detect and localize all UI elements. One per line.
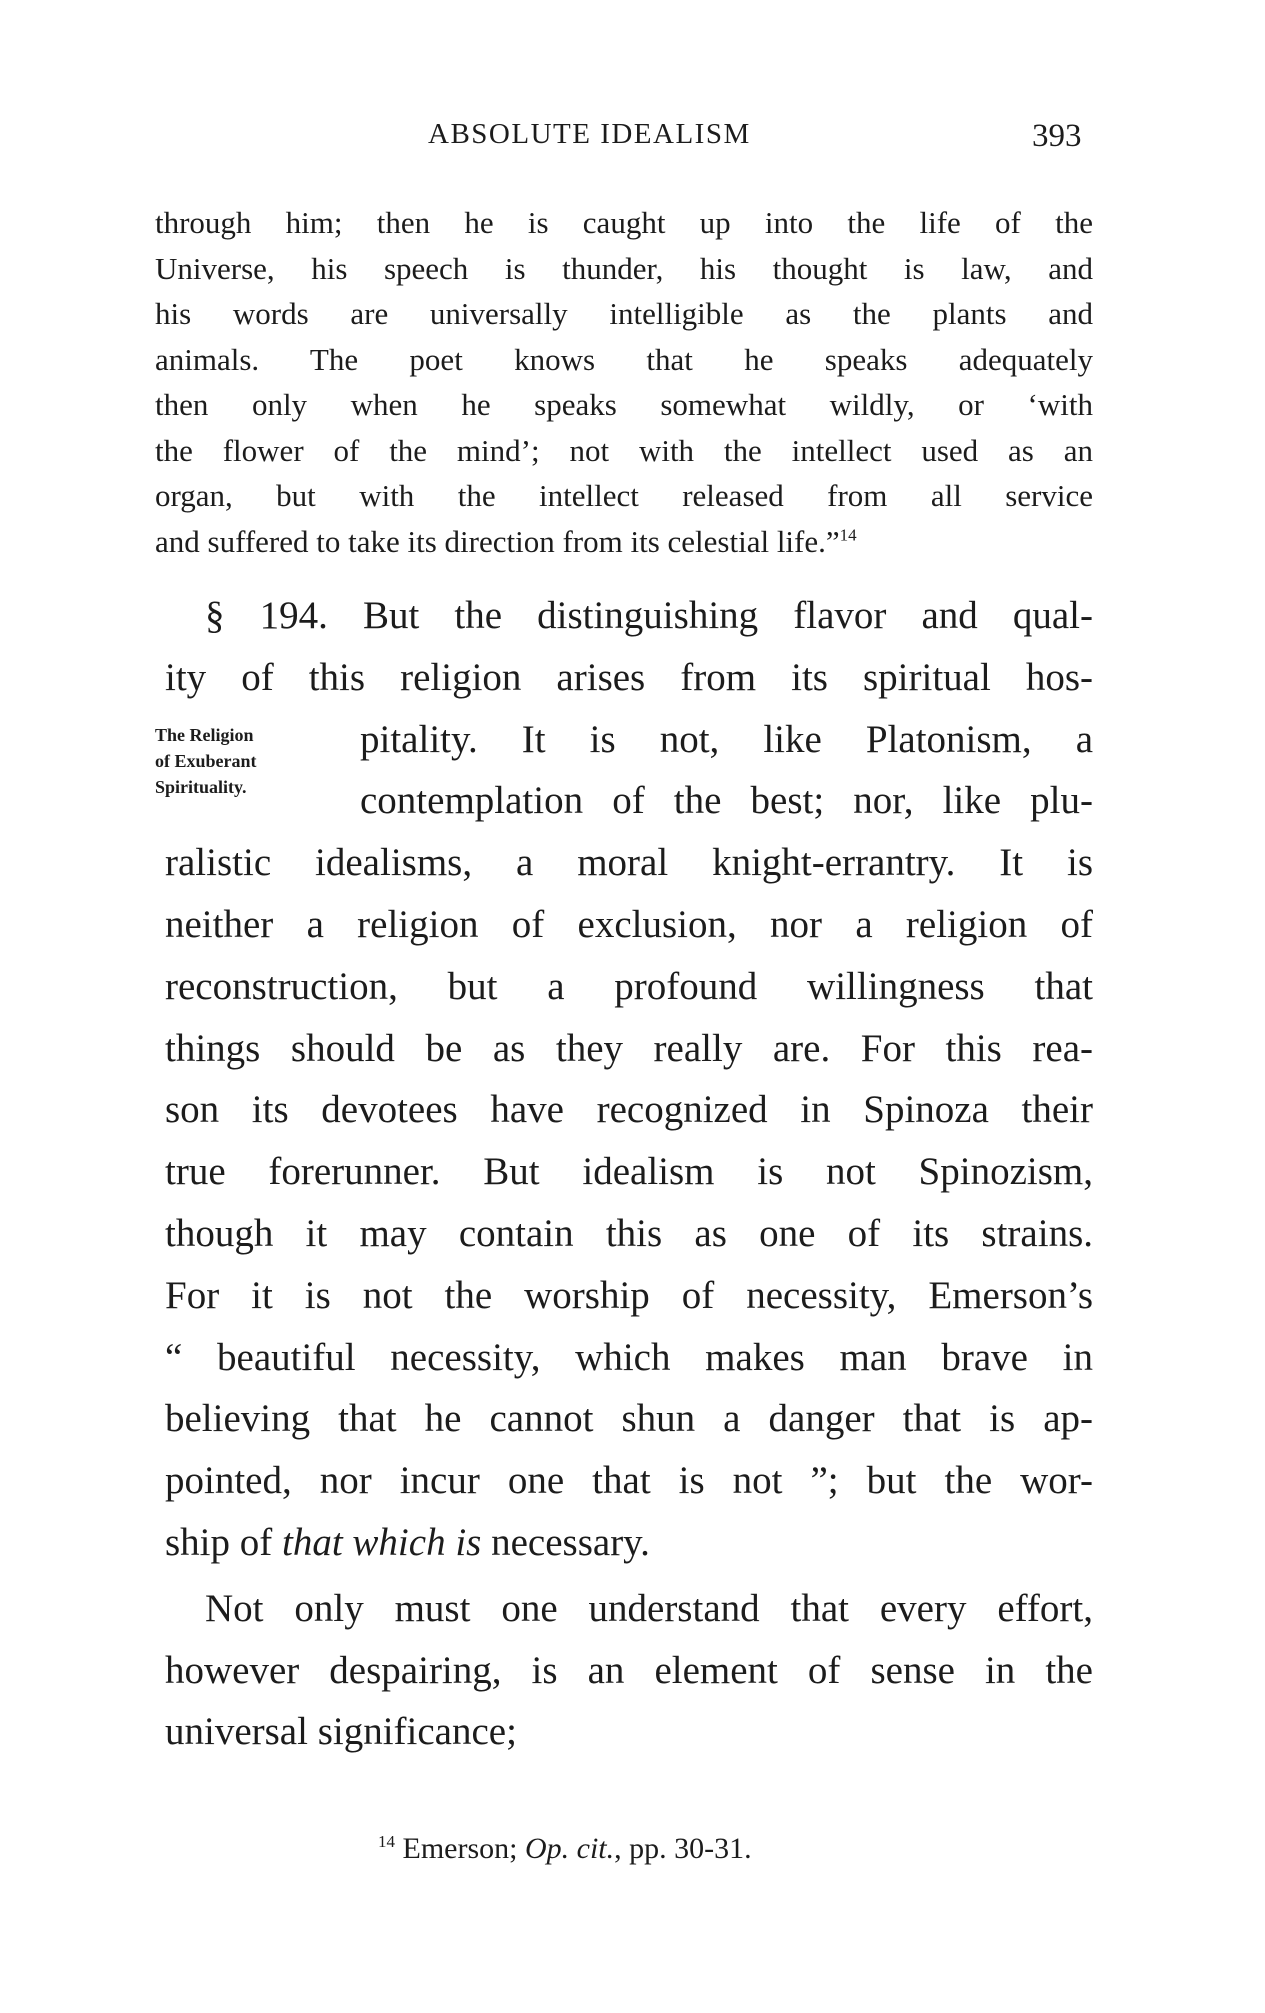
running-title: ABSOLUTE IDEALISM <box>428 118 751 150</box>
body-line: however despairing, is an element of sense in the <box>165 1648 1093 1692</box>
footnote-number: 14 <box>378 1832 395 1851</box>
margin-note-line: of Exuberant <box>155 751 257 771</box>
body-line: son its devotees have recognized in Spinoza their <box>165 1088 1093 1132</box>
body-text-run: ship of <box>165 1520 282 1564</box>
body-line: things should be as they really are. For this rea- <box>165 1026 1093 1070</box>
body-line: Not only must one understand that every effort, <box>205 1586 1093 1630</box>
footnote-reference: 14 <box>839 525 857 545</box>
quote-line <box>155 519 1093 565</box>
body-line: believing that he cannot shun a danger that is ap- <box>165 1397 1093 1441</box>
quote-line: animals. The poet knows that he speaks adequately <box>155 341 1093 377</box>
body-text <box>165 585 1093 1763</box>
margin-note-line: Spirituality. <box>155 777 247 797</box>
body-line: though it may contain this as one of its strains. <box>165 1211 1093 1255</box>
quote-line: organ, but with the intellect released from all service <box>155 478 1093 513</box>
quote-line: Universe, his speech is thunder, his thought is law, and <box>155 250 1093 286</box>
quote-line: his words are universally intelligible as the plants and <box>155 296 1093 331</box>
body-line: § 194. But the distinguishing flavor and qual- <box>205 594 1093 637</box>
body-line: true forerunner. But idealism is not Spinozism, <box>165 1150 1093 1194</box>
body-line: universal significance; <box>165 1710 517 1754</box>
running-head <box>0 118 1265 168</box>
footnote-text: , pp. 30-31. <box>614 1832 752 1865</box>
body-line: pitality. It is not, like Platonism, a <box>360 717 1093 761</box>
quote-line: then only when he speaks somewhat wildly, or ‘with <box>155 387 1093 422</box>
italic-phrase: that which is <box>282 1520 482 1564</box>
body-line: neither a religion of exclusion, nor a religion of <box>165 902 1093 946</box>
body-line: reconstruction, but a profound willingness that <box>165 964 1093 1008</box>
quote-line-text: and suffered to take its direction from its celestial life.” <box>155 523 840 559</box>
body-line: ity of this religion arises from its spiritual hos- <box>165 655 1093 699</box>
quote-line: through him; then he is caught up into the life of the <box>155 205 1093 240</box>
margin-note-line: The Religion <box>155 725 254 745</box>
body-line: ralistic idealisms, a moral knight-errantry. It is <box>165 841 1093 885</box>
body-line: “ beautiful necessity, which makes man brave in <box>165 1335 1093 1379</box>
quote-line: the flower of the mind’; not with the intellect used as an <box>155 432 1093 468</box>
page-number: 393 <box>1032 118 1082 154</box>
body-text-run: necessary. <box>481 1520 650 1564</box>
footnote <box>378 1832 752 1866</box>
body-line: For it is not the worship of necessity, Emerson’s <box>165 1273 1093 1317</box>
body-line: pointed, nor incur one that is not ”; but the wor- <box>165 1459 1093 1503</box>
body-line: contemplation of the best; nor, like plu- <box>360 779 1093 823</box>
body-line <box>165 1512 1093 1574</box>
quotation-block <box>155 200 1093 564</box>
footnote-text: Emerson; <box>395 1832 525 1865</box>
footnote-italic: Op. cit. <box>524 1832 615 1865</box>
